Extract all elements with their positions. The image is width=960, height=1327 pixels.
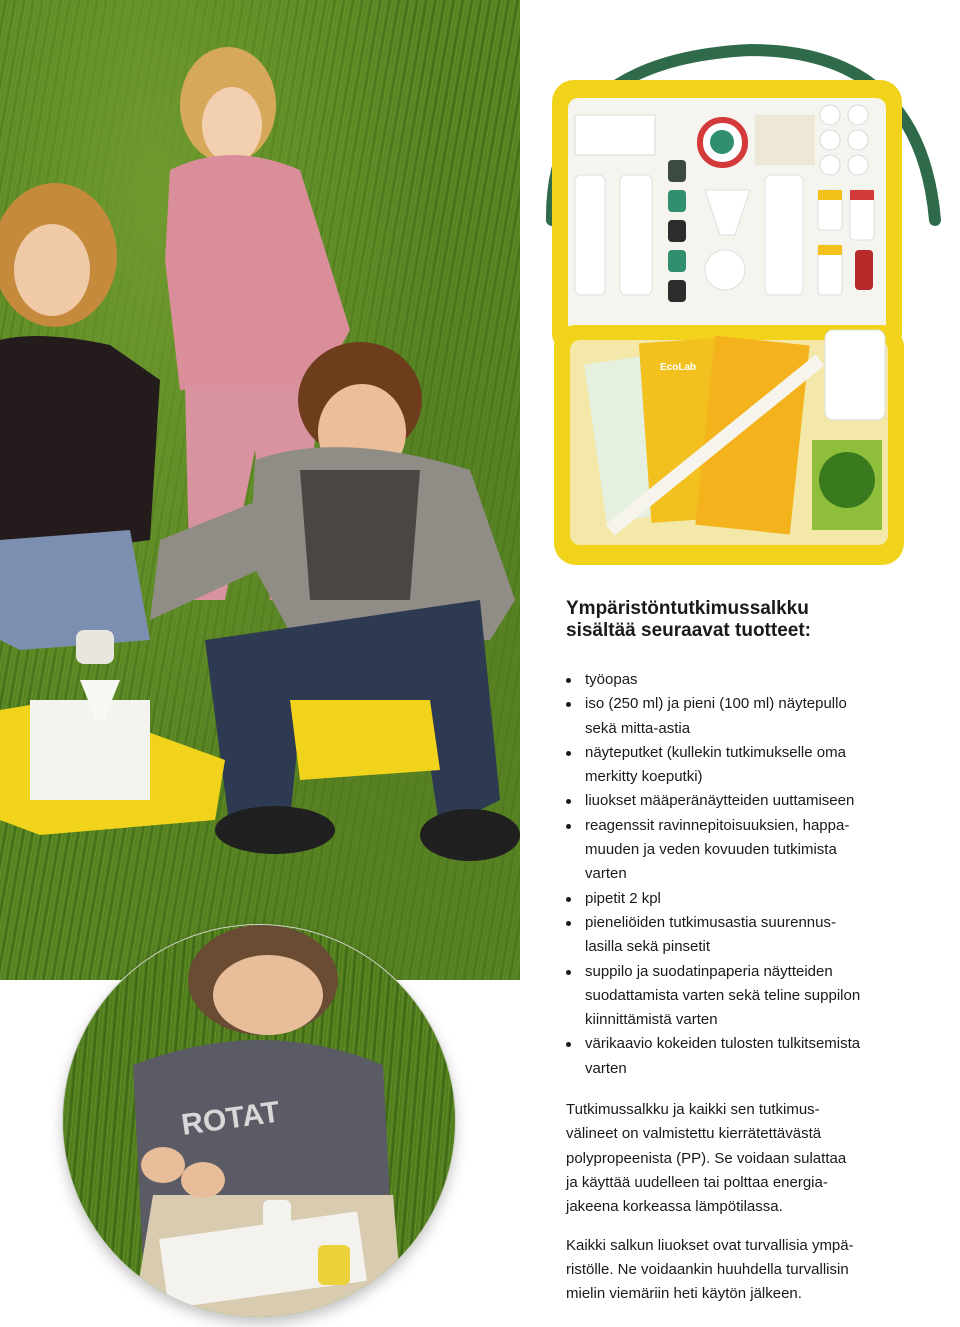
kit-contents-heading — [566, 598, 936, 642]
list-item: värikaavio kokeiden tulosten tulkitsemista varten — [566, 1032, 936, 1081]
heading-line-2: sisältää seuraavat tuotteet: — [566, 620, 811, 641]
list-item: pieneliöiden tutkimusastia suurennus- lasilla sekä pinsetit — [566, 911, 936, 960]
list-item: näyteputket (kullekin tutkimukselle oma merkitty koeputki) — [566, 741, 936, 790]
heading-line-1: Ympäristöntutkimussalkku — [566, 598, 809, 619]
svg-text:ROTAT: ROTAT — [179, 1095, 282, 1142]
list-item: työopas — [566, 668, 936, 692]
students-photo — [0, 0, 520, 980]
kit-case-photo — [540, 40, 950, 575]
list-item: suppilo ja suodatinpaperia näytteiden suodattamista varten sekä teline suppilon kiinnittämistä varten — [566, 960, 936, 1033]
material-paragraph: Tutkimussalkku ja kaikki sen tutkimus- välineet on valmistettu kierrätettävästä polypropeenista (PP). Se voidaan sulattaa ja käyttää uudelleen tai polttaa energia- jakeena korkeassa lämpötilassa. — [566, 1101, 847, 1216]
students-illustration — [0, 0, 520, 980]
content-column — [566, 598, 936, 1306]
student-testing-illustration — [63, 925, 455, 1317]
safety-paragraph: Kaikki salkun liuokset ovat turvallisia ympä- ristölle. Ne voidaankin huuhdella turvallisin mielin viemäriin heti käytön jälkeen. — [566, 1236, 854, 1303]
list-item: liuokset määperänäytteiden uuttamiseen — [566, 789, 936, 813]
list-item: reagenssit ravinnepitoisuuksien, happa- muuden ja veden kovuuden tutkimista varten — [566, 814, 936, 887]
circle-photo — [63, 925, 455, 1317]
contents-list — [566, 668, 936, 1081]
list-item: iso (250 ml) ja pieni (100 ml) näytepullo sekä mitta-astia — [566, 692, 936, 741]
kit-case-illustration — [540, 40, 950, 575]
list-item: pipetit 2 kpl — [566, 887, 936, 911]
svg-text:EcoLab: EcoLab — [660, 362, 697, 373]
